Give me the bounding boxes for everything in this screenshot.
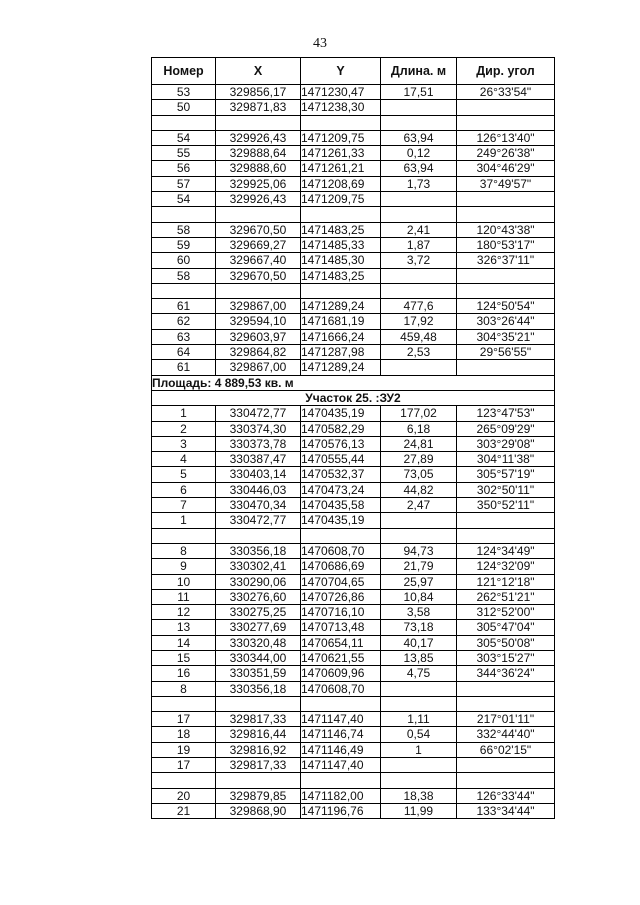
table-row: [152, 85, 555, 100]
length-cell: 1: [381, 742, 457, 757]
header-x: X: [216, 58, 301, 85]
y-cell: 1471147,40: [301, 758, 381, 773]
angle-cell: 249°26'38": [457, 146, 555, 161]
length-cell: [381, 360, 457, 375]
y-cell: 1470532,37: [301, 467, 381, 482]
empty-cell: [301, 207, 381, 222]
point-number-cell: 2: [152, 421, 216, 436]
y-cell: 1471146,49: [301, 742, 381, 757]
point-number-cell: 8: [152, 543, 216, 558]
table-row: [152, 146, 555, 161]
table-row: [152, 650, 555, 665]
angle-cell: [457, 268, 555, 283]
table-row: [152, 421, 555, 436]
y-cell: 1470435,19: [301, 513, 381, 528]
x-cell: 330472,77: [216, 406, 301, 421]
y-cell: 1470582,29: [301, 421, 381, 436]
y-cell: 1471182,00: [301, 788, 381, 803]
empty-cell: [457, 115, 555, 130]
angle-cell: 124°50'54": [457, 299, 555, 314]
empty-cell: [301, 115, 381, 130]
y-cell: 1470654,11: [301, 635, 381, 650]
y-cell: 1471485,33: [301, 237, 381, 252]
angle-cell: 121°12'18": [457, 574, 555, 589]
point-number-cell: 60: [152, 253, 216, 268]
table-row: [152, 712, 555, 727]
x-cell: 330356,18: [216, 543, 301, 558]
empty-cell: [381, 528, 457, 543]
x-cell: 329888,60: [216, 161, 301, 176]
point-number-cell: 3: [152, 436, 216, 451]
y-cell: 1471146,74: [301, 727, 381, 742]
empty-cell: [457, 528, 555, 543]
angle-cell: 305°47'04": [457, 620, 555, 635]
table-row: [152, 299, 555, 314]
y-cell: 1471147,40: [301, 712, 381, 727]
point-number-cell: 5: [152, 467, 216, 482]
length-cell: 40,17: [381, 635, 457, 650]
length-cell: 13,85: [381, 650, 457, 665]
empty-cell: [216, 283, 301, 298]
angle-cell: 124°32'09": [457, 559, 555, 574]
y-cell: 1470608,70: [301, 681, 381, 696]
length-cell: 94,73: [381, 543, 457, 558]
angle-cell: 303°26'44": [457, 314, 555, 329]
length-cell: 2,47: [381, 498, 457, 513]
empty-cell: [457, 207, 555, 222]
angle-cell: 29°56'55": [457, 345, 555, 360]
point-number-cell: 54: [152, 130, 216, 145]
angle-cell: 304°46'29": [457, 161, 555, 176]
table-body: [152, 85, 555, 819]
point-number-cell: 62: [152, 314, 216, 329]
point-number-cell: 50: [152, 100, 216, 115]
y-cell: 1470686,69: [301, 559, 381, 574]
empty-cell: [152, 528, 216, 543]
angle-cell: 123°47'53": [457, 406, 555, 421]
y-cell: 1470716,10: [301, 605, 381, 620]
point-number-cell: 12: [152, 605, 216, 620]
empty-cell: [381, 696, 457, 711]
empty-cell: [216, 773, 301, 788]
point-number-cell: 18: [152, 727, 216, 742]
table-row: [152, 406, 555, 421]
length-cell: 3,72: [381, 253, 457, 268]
angle-cell: 312°52'00": [457, 605, 555, 620]
y-cell: 1471261,21: [301, 161, 381, 176]
length-cell: [381, 758, 457, 773]
x-cell: 330373,78: [216, 436, 301, 451]
table-row: [152, 513, 555, 528]
length-cell: 27,89: [381, 452, 457, 467]
point-number-cell: 1: [152, 406, 216, 421]
point-number-cell: 4: [152, 452, 216, 467]
point-number-cell: 59: [152, 237, 216, 252]
angle-cell: 180°53'17": [457, 237, 555, 252]
table-row: [152, 788, 555, 803]
table-row: [152, 192, 555, 207]
y-cell: 1471230,47: [301, 85, 381, 100]
x-cell: 330374,30: [216, 421, 301, 436]
empty-cell: [152, 773, 216, 788]
x-cell: 330470,34: [216, 498, 301, 513]
point-number-cell: 19: [152, 742, 216, 757]
table-row: [152, 176, 555, 191]
table-row: [152, 589, 555, 604]
y-cell: 1470726,86: [301, 589, 381, 604]
length-cell: 11,99: [381, 803, 457, 818]
angle-cell: 66°02'15": [457, 742, 555, 757]
empty-cell: [381, 115, 457, 130]
table-row: [152, 498, 555, 513]
table-row: [152, 635, 555, 650]
angle-cell: 302°50'11": [457, 482, 555, 497]
x-cell: 329670,50: [216, 222, 301, 237]
point-number-cell: 57: [152, 176, 216, 191]
empty-cell: [381, 283, 457, 298]
x-cell: 329817,33: [216, 758, 301, 773]
x-cell: 329867,00: [216, 360, 301, 375]
length-cell: 2,41: [381, 222, 457, 237]
point-number-cell: 56: [152, 161, 216, 176]
angle-cell: 304°35'21": [457, 329, 555, 344]
table-row: [152, 100, 555, 115]
angle-cell: 305°57'19": [457, 467, 555, 482]
empty-cell: [301, 696, 381, 711]
table-row: [152, 222, 555, 237]
area-summary: Площадь: 4 889,53 кв. м: [152, 375, 555, 390]
empty-cell: [216, 207, 301, 222]
x-cell: 330356,18: [216, 681, 301, 696]
table-row: [152, 436, 555, 451]
table-row: [152, 574, 555, 589]
angle-cell: [457, 100, 555, 115]
blank-row: [152, 773, 555, 788]
y-cell: 1471483,25: [301, 268, 381, 283]
point-number-cell: 10: [152, 574, 216, 589]
x-cell: 329816,92: [216, 742, 301, 757]
point-number-cell: 7: [152, 498, 216, 513]
angle-cell: [457, 192, 555, 207]
x-cell: 329867,00: [216, 299, 301, 314]
point-number-cell: 61: [152, 299, 216, 314]
x-cell: 330344,00: [216, 650, 301, 665]
angle-cell: [457, 513, 555, 528]
empty-cell: [457, 696, 555, 711]
x-cell: 330277,69: [216, 620, 301, 635]
length-cell: [381, 268, 457, 283]
empty-cell: [301, 528, 381, 543]
x-cell: 330290,06: [216, 574, 301, 589]
angle-cell: [457, 360, 555, 375]
length-cell: 6,18: [381, 421, 457, 436]
length-cell: 21,79: [381, 559, 457, 574]
empty-cell: [381, 207, 457, 222]
x-cell: 330403,14: [216, 467, 301, 482]
x-cell: 329864,82: [216, 345, 301, 360]
angle-cell: 303°15'27": [457, 650, 555, 665]
table-row: [152, 314, 555, 329]
angle-cell: 26°33'54": [457, 85, 555, 100]
area-summary-row: [152, 375, 555, 390]
point-number-cell: 8: [152, 681, 216, 696]
angle-cell: [457, 681, 555, 696]
coordinates-table: [151, 57, 555, 819]
length-cell: 10,84: [381, 589, 457, 604]
y-cell: 1470555,44: [301, 452, 381, 467]
header-direction-angle: Дир. угол: [457, 58, 555, 85]
length-cell: 1,73: [381, 176, 457, 191]
angle-cell: 303°29'08": [457, 436, 555, 451]
point-number-cell: 13: [152, 620, 216, 635]
length-cell: 73,18: [381, 620, 457, 635]
empty-cell: [152, 283, 216, 298]
point-number-cell: 15: [152, 650, 216, 665]
point-number-cell: 14: [152, 635, 216, 650]
table-row: [152, 482, 555, 497]
y-cell: 1471289,24: [301, 299, 381, 314]
length-cell: 63,94: [381, 130, 457, 145]
header-length: Длина. м: [381, 58, 457, 85]
angle-cell: 133°34'44": [457, 803, 555, 818]
length-cell: [381, 100, 457, 115]
table-row: [152, 467, 555, 482]
y-cell: 1471483,25: [301, 222, 381, 237]
length-cell: 24,81: [381, 436, 457, 451]
table-row: [152, 543, 555, 558]
angle-cell: [457, 758, 555, 773]
table-row: [152, 161, 555, 176]
length-cell: 1,11: [381, 712, 457, 727]
point-number-cell: 11: [152, 589, 216, 604]
point-number-cell: 1: [152, 513, 216, 528]
table-row: [152, 253, 555, 268]
angle-cell: 304°11'38": [457, 452, 555, 467]
length-cell: 73,05: [381, 467, 457, 482]
y-cell: 1471261,33: [301, 146, 381, 161]
point-number-cell: 17: [152, 712, 216, 727]
length-cell: 459,48: [381, 329, 457, 344]
header-y: Y: [301, 58, 381, 85]
angle-cell: 305°50'08": [457, 635, 555, 650]
table-row: [152, 559, 555, 574]
y-cell: 1471287,98: [301, 345, 381, 360]
table-row: [152, 345, 555, 360]
point-number-cell: 58: [152, 222, 216, 237]
table-row: [152, 803, 555, 818]
length-cell: 17,92: [381, 314, 457, 329]
x-cell: 330351,59: [216, 666, 301, 681]
angle-cell: 124°34'49": [457, 543, 555, 558]
length-cell: 17,51: [381, 85, 457, 100]
x-cell: 330472,77: [216, 513, 301, 528]
empty-cell: [457, 773, 555, 788]
angle-cell: 120°43'38": [457, 222, 555, 237]
x-cell: 329888,64: [216, 146, 301, 161]
point-number-cell: 6: [152, 482, 216, 497]
blank-row: [152, 283, 555, 298]
y-cell: 1470576,13: [301, 436, 381, 451]
x-cell: 329926,43: [216, 192, 301, 207]
point-number-cell: 9: [152, 559, 216, 574]
table-row: [152, 758, 555, 773]
empty-cell: [216, 528, 301, 543]
point-number-cell: 17: [152, 758, 216, 773]
table-row: [152, 666, 555, 681]
x-cell: 329871,83: [216, 100, 301, 115]
angle-cell: 344°36'24": [457, 666, 555, 681]
length-cell: 477,6: [381, 299, 457, 314]
x-cell: 329816,44: [216, 727, 301, 742]
y-cell: 1470704,65: [301, 574, 381, 589]
y-cell: 1470713,48: [301, 620, 381, 635]
table-row: [152, 620, 555, 635]
table-row: [152, 268, 555, 283]
angle-cell: 262°51'21": [457, 589, 555, 604]
length-cell: 18,38: [381, 788, 457, 803]
x-cell: 330446,03: [216, 482, 301, 497]
x-cell: 329667,40: [216, 253, 301, 268]
table-row: [152, 742, 555, 757]
length-cell: [381, 192, 457, 207]
point-number-cell: 20: [152, 788, 216, 803]
length-cell: 25,97: [381, 574, 457, 589]
angle-cell: 126°33'44": [457, 788, 555, 803]
y-cell: 1470608,70: [301, 543, 381, 558]
length-cell: 44,82: [381, 482, 457, 497]
x-cell: 329603,97: [216, 329, 301, 344]
y-cell: 1471196,76: [301, 803, 381, 818]
table-row: [152, 681, 555, 696]
x-cell: 329868,90: [216, 803, 301, 818]
table-row: [152, 329, 555, 344]
angle-cell: 332°44'40": [457, 727, 555, 742]
empty-cell: [152, 696, 216, 711]
y-cell: 1470435,19: [301, 406, 381, 421]
x-cell: 329926,43: [216, 130, 301, 145]
y-cell: 1470435,58: [301, 498, 381, 513]
x-cell: 330387,47: [216, 452, 301, 467]
angle-cell: 37°49'57": [457, 176, 555, 191]
length-cell: 0,54: [381, 727, 457, 742]
table-row: [152, 605, 555, 620]
x-cell: 329879,85: [216, 788, 301, 803]
angle-cell: 126°13'40": [457, 130, 555, 145]
blank-row: [152, 115, 555, 130]
length-cell: [381, 681, 457, 696]
y-cell: 1471238,30: [301, 100, 381, 115]
empty-cell: [457, 283, 555, 298]
y-cell: 1471485,30: [301, 253, 381, 268]
y-cell: 1470473,24: [301, 482, 381, 497]
x-cell: 330320,48: [216, 635, 301, 650]
section-title-row: [152, 390, 555, 405]
y-cell: 1471208,69: [301, 176, 381, 191]
x-cell: 330276,60: [216, 589, 301, 604]
x-cell: 329817,33: [216, 712, 301, 727]
table-row: [152, 727, 555, 742]
angle-cell: 217°01'11": [457, 712, 555, 727]
length-cell: 1,87: [381, 237, 457, 252]
y-cell: 1471209,75: [301, 130, 381, 145]
x-cell: 330302,41: [216, 559, 301, 574]
empty-cell: [216, 696, 301, 711]
table-row: [152, 452, 555, 467]
point-number-cell: 63: [152, 329, 216, 344]
table-row: [152, 130, 555, 145]
blank-row: [152, 528, 555, 543]
length-cell: 63,94: [381, 161, 457, 176]
empty-cell: [381, 773, 457, 788]
y-cell: 1471666,24: [301, 329, 381, 344]
point-number-cell: 21: [152, 803, 216, 818]
empty-cell: [301, 283, 381, 298]
point-number-cell: 53: [152, 85, 216, 100]
y-cell: 1470621,55: [301, 650, 381, 665]
table-row: [152, 360, 555, 375]
angle-cell: 265°09'29": [457, 421, 555, 436]
point-number-cell: 58: [152, 268, 216, 283]
angle-cell: 326°37'11": [457, 253, 555, 268]
empty-cell: [216, 115, 301, 130]
x-cell: 329594,10: [216, 314, 301, 329]
y-cell: 1471209,75: [301, 192, 381, 207]
point-number-cell: 55: [152, 146, 216, 161]
x-cell: 330275,25: [216, 605, 301, 620]
x-cell: 329669,27: [216, 237, 301, 252]
point-number-cell: 54: [152, 192, 216, 207]
empty-cell: [301, 773, 381, 788]
point-number-cell: 64: [152, 345, 216, 360]
y-cell: 1471681,19: [301, 314, 381, 329]
y-cell: 1471289,24: [301, 360, 381, 375]
blank-row: [152, 207, 555, 222]
x-cell: 329856,17: [216, 85, 301, 100]
x-cell: 329925,06: [216, 176, 301, 191]
length-cell: 177,02: [381, 406, 457, 421]
point-number-cell: 61: [152, 360, 216, 375]
page-number: 43: [313, 36, 327, 51]
header-row: [152, 58, 555, 85]
length-cell: 3,58: [381, 605, 457, 620]
empty-cell: [152, 115, 216, 130]
table-row: [152, 237, 555, 252]
section-title: Участок 25. :ЗУ2: [152, 390, 555, 405]
length-cell: 0,12: [381, 146, 457, 161]
header-number: Номер: [152, 58, 216, 85]
x-cell: 329670,50: [216, 268, 301, 283]
angle-cell: 350°52'11": [457, 498, 555, 513]
length-cell: [381, 513, 457, 528]
length-cell: 4,75: [381, 666, 457, 681]
empty-cell: [152, 207, 216, 222]
point-number-cell: 16: [152, 666, 216, 681]
y-cell: 1470609,96: [301, 666, 381, 681]
length-cell: 2,53: [381, 345, 457, 360]
blank-row: [152, 696, 555, 711]
